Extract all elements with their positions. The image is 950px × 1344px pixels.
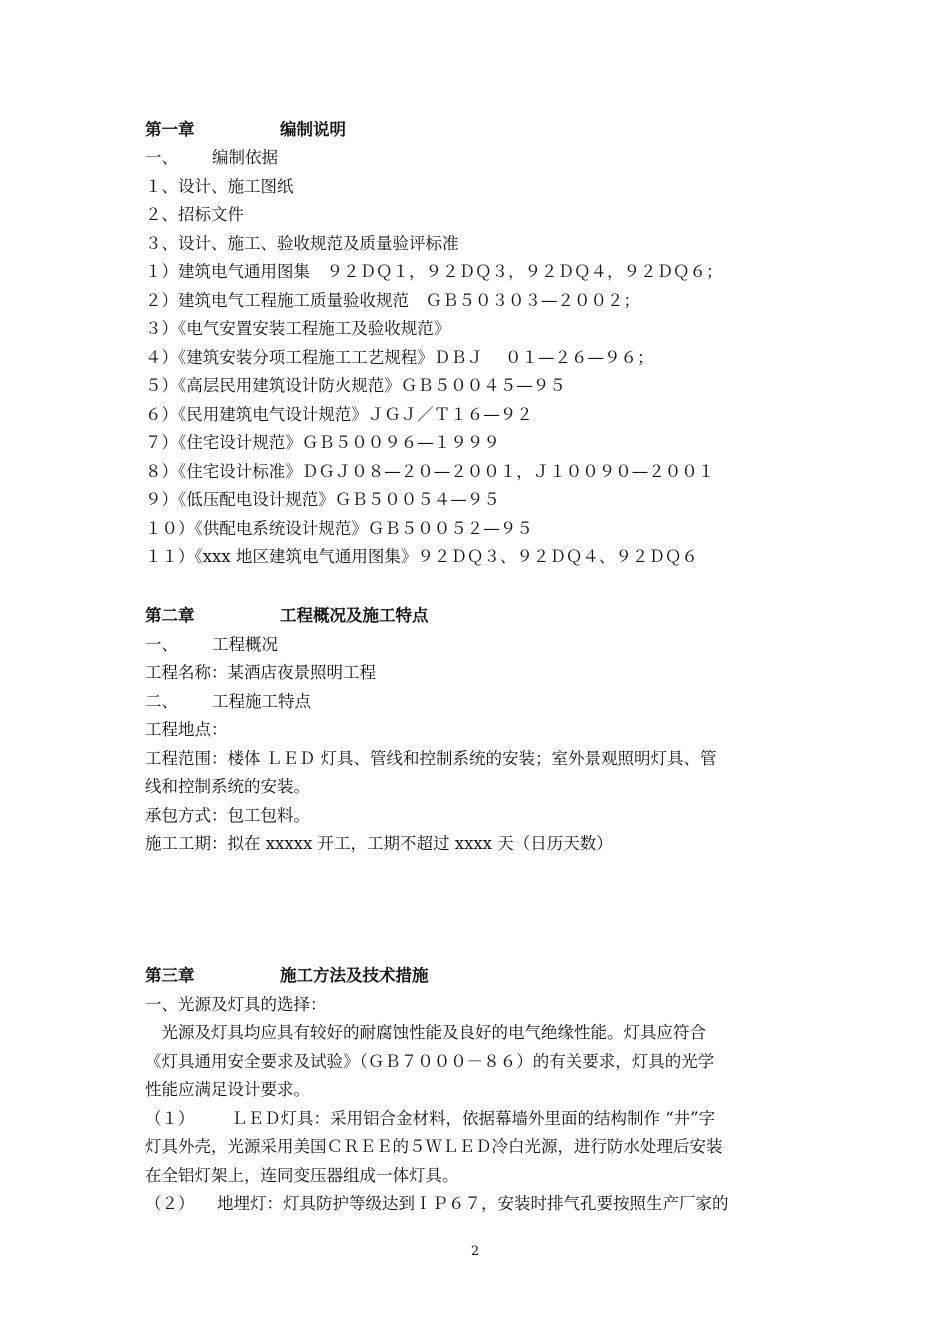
section-3-1-heading: 一、光源及灯具的选择：: [145, 995, 327, 1014]
chapter-3-number: 第三章: [145, 966, 195, 985]
section-number: 一、: [145, 635, 178, 654]
item-number: （２）: [145, 1194, 195, 1213]
chapter-1-title: 编制说明: [280, 120, 346, 139]
list-item: ４）《建筑安装分项工程施工工艺规程》ＤＢＪ ０１—２６—９６；: [145, 348, 654, 367]
chapter-2-title: 工程概况及施工特点: [280, 606, 429, 625]
page-number: 2: [470, 1244, 480, 1259]
chapter-3-heading: [145, 962, 429, 990]
paragraph-line: 性能应满足设计要求。: [145, 1080, 310, 1099]
item-2-line: [145, 1190, 729, 1218]
list-item: １）建筑电气通用图集 ９２ＤＱ１，９２ＤＱ３，９２ＤＱ４，９２ＤＱ６；: [145, 262, 723, 281]
list-item: ２、招标文件: [145, 205, 244, 224]
section-number: 一、: [145, 148, 178, 167]
paragraph-line: 《灯具通用安全要求及试验》（ＧＢ７０００－８６）的有关要求，灯具的光学: [145, 1052, 715, 1071]
list-item: ７）《住宅设计规范》ＧＢ５００９６—１９９９: [145, 433, 500, 452]
contract-method: 承包方式：包工包料。: [145, 806, 310, 825]
construction-period: 施工工期：拟在 xxxxx 开工，工期不超过 xxxx 天（日历天数）: [145, 834, 613, 853]
project-scope-line-1: 工程范围：楼体 ＬＥＤ 灯具、管线和控制系统的安装；室外景观照明灯具、管: [145, 749, 717, 768]
section-title: 编制依据: [212, 148, 278, 167]
section-title: 工程施工特点: [212, 692, 311, 711]
list-item: ５）《高层民用建筑设计防火规范》ＧＢ５００４５—９５: [145, 376, 566, 395]
project-name: 工程名称：某酒店夜景照明工程: [145, 663, 376, 682]
project-location: 工程地点：: [145, 720, 228, 739]
list-item: ２）建筑电气工程施工质量验收规范 ＧＢ５０３０３—２００２；: [145, 291, 640, 310]
chapter-2-number: 第二章: [145, 606, 195, 625]
project-scope-line-2: 线和控制系统的安装。: [145, 777, 310, 796]
chapter-3-title: 施工方法及技术措施: [280, 966, 429, 985]
list-item: １０）《供配电系统设计规范》ＧＢ５００５２—９５: [145, 519, 533, 538]
section-1-1-heading: [145, 144, 278, 172]
list-item: １、设计、施工图纸: [145, 177, 294, 196]
list-item: ６）《民用建筑电气设计规范》ＪＧＪ／Ｔ１６—９２: [145, 405, 533, 424]
chapter-2-heading: [145, 602, 429, 630]
section-2-1-heading: [145, 631, 278, 659]
item-text: 地埋灯：灯具防护等级达到ＩＰ６７，安装时排气孔要按照生产厂家的: [217, 1194, 729, 1213]
paragraph-line: 光源及灯具均应具有较好的耐腐蚀性能及良好的电气绝缘性能。灯具应符合: [145, 1023, 706, 1042]
list-item: ９）《低压配电设计规范》ＧＢ５００５４—９５: [145, 490, 500, 509]
paragraph-line: 灯具外壳，光源采用美国ＣＲＥＥ的５ＷＬＥＤ冷白光源，进行防水处理后安装: [145, 1137, 723, 1156]
chapter-1-heading: [145, 116, 346, 144]
item-1-line: [145, 1105, 716, 1133]
item-number: （１）: [145, 1109, 195, 1128]
chapter-1-number: 第一章: [145, 120, 195, 139]
section-number: 二、: [145, 692, 178, 711]
section-2-2-heading: [145, 688, 311, 716]
list-item: ３）《电气安置安装工程施工及验收规范》: [145, 319, 451, 338]
list-item: １１）《xxx 地区建筑电气通用图集》９２ＤＱ３、９２ＤＱ４、９２ＤＱ６: [145, 547, 698, 566]
list-item: ８）《住宅设计标准》ＤＧＪ０８—２０—２００１，Ｊ１００９０—２００１: [145, 462, 715, 481]
paragraph-line: 在全铝灯架上，连同变压器组成一体灯具。: [145, 1166, 459, 1185]
list-item: ３、设计、施工、验收规范及质量验评标准: [145, 234, 459, 253]
section-title: 工程概况: [212, 635, 278, 654]
item-text: ＬＥＤ灯具：采用铝合金材料，依据幕墙外里面的结构制作 “井”字: [231, 1109, 716, 1128]
